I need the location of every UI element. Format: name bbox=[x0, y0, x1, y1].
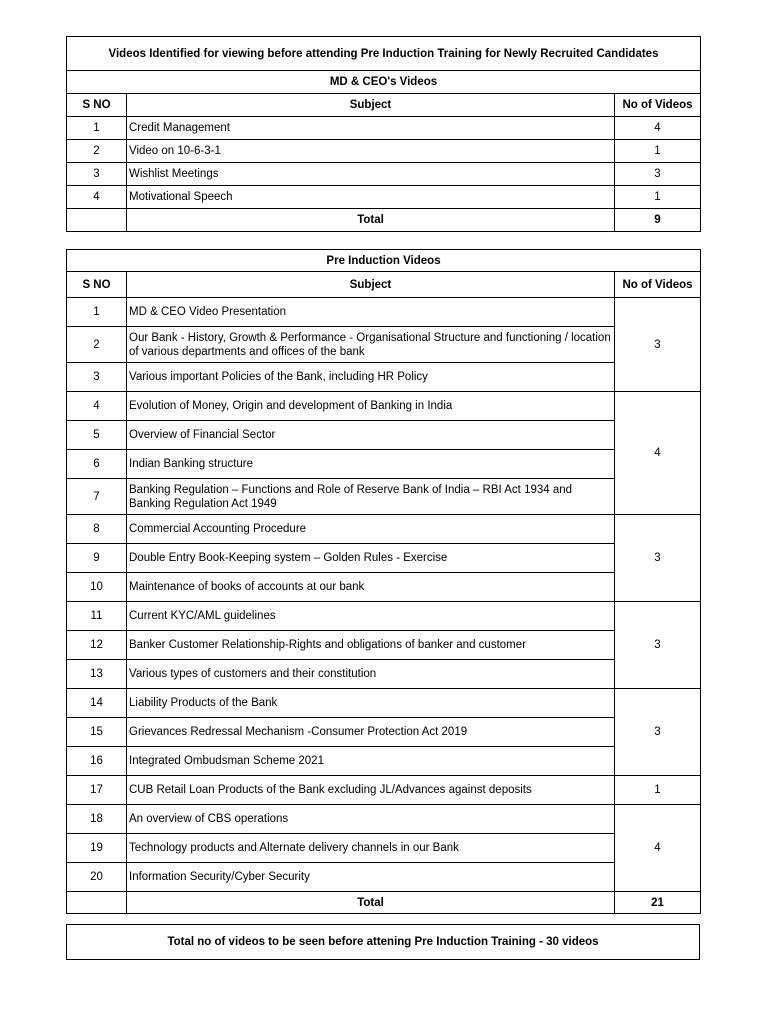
row-subject: Banker Customer Relationship-Rights and obligations of banker and customer bbox=[127, 631, 615, 660]
total-empty-cell bbox=[67, 892, 127, 914]
row-sno: 17 bbox=[67, 776, 127, 805]
row-subject: Motivational Speech bbox=[127, 186, 615, 209]
row-subject: Wishlist Meetings bbox=[127, 163, 615, 186]
row-count: 1 bbox=[615, 140, 701, 163]
table-row bbox=[67, 298, 701, 327]
row-subject: Indian Banking structure bbox=[127, 450, 615, 479]
group-count: 3 bbox=[615, 298, 701, 392]
row-sno: 3 bbox=[67, 163, 127, 186]
table-row bbox=[67, 186, 701, 209]
row-subject: Overview of Financial Sector bbox=[127, 421, 615, 450]
row-sno: 6 bbox=[67, 450, 127, 479]
row-subject: Banking Regulation – Functions and Role of Reserve Bank of India – RBI Act 1934 and Banking Regulation Act 1949 bbox=[127, 479, 615, 515]
total-summary-box bbox=[66, 924, 700, 960]
row-sno: 1 bbox=[67, 298, 127, 327]
row-sno: 2 bbox=[67, 140, 127, 163]
total-value: 9 bbox=[615, 209, 701, 232]
row-subject: Various important Policies of the Bank, including HR Policy bbox=[127, 363, 615, 392]
table-row bbox=[67, 602, 701, 631]
pre-induction-videos-table bbox=[66, 249, 701, 914]
row-sno: 11 bbox=[67, 602, 127, 631]
row-subject: CUB Retail Loan Products of the Bank excluding JL/Advances against deposits bbox=[127, 776, 615, 805]
row-sno: 4 bbox=[67, 186, 127, 209]
table-row bbox=[67, 479, 701, 515]
total-label: Total bbox=[127, 892, 615, 914]
row-sno: 13 bbox=[67, 660, 127, 689]
group-count: 4 bbox=[615, 392, 701, 515]
total-value: 21 bbox=[615, 892, 701, 914]
table-row bbox=[67, 163, 701, 186]
row-subject: Technology products and Alternate delivery channels in our Bank bbox=[127, 834, 615, 863]
header-count: No of Videos bbox=[615, 94, 701, 117]
row-count: 3 bbox=[615, 163, 701, 186]
row-sno: 5 bbox=[67, 421, 127, 450]
row-subject: MD & CEO Video Presentation bbox=[127, 298, 615, 327]
row-sno: 9 bbox=[67, 544, 127, 573]
table-row bbox=[67, 834, 701, 863]
row-sno: 3 bbox=[67, 363, 127, 392]
md-ceo-videos-table bbox=[66, 36, 701, 232]
row-sno: 14 bbox=[67, 689, 127, 718]
header-count: No of Videos bbox=[615, 272, 701, 298]
table-row bbox=[67, 140, 701, 163]
group-count: 4 bbox=[615, 805, 701, 892]
table-row bbox=[67, 327, 701, 363]
header-subject: Subject bbox=[127, 94, 615, 117]
group-count: 1 bbox=[615, 776, 701, 805]
row-subject: Integrated Ombudsman Scheme 2021 bbox=[127, 747, 615, 776]
group-count: 3 bbox=[615, 515, 701, 602]
row-subject: Double Entry Book-Keeping system – Golden Rules - Exercise bbox=[127, 544, 615, 573]
total-summary-text: Total no of videos to be seen before attening Pre Induction Training - 30 videos bbox=[167, 936, 599, 948]
table-row bbox=[67, 776, 701, 805]
table-row bbox=[67, 631, 701, 660]
row-sno: 4 bbox=[67, 392, 127, 421]
row-sno: 19 bbox=[67, 834, 127, 863]
row-subject: Evolution of Money, Origin and development of Banking in India bbox=[127, 392, 615, 421]
row-subject: Maintenance of books of accounts at our bank bbox=[127, 573, 615, 602]
table-row bbox=[67, 544, 701, 573]
table-row bbox=[67, 392, 701, 421]
row-subject: Current KYC/AML guidelines bbox=[127, 602, 615, 631]
table-row bbox=[67, 660, 701, 689]
row-count: 4 bbox=[615, 117, 701, 140]
row-subject: Commercial Accounting Procedure bbox=[127, 515, 615, 544]
table-row bbox=[67, 747, 701, 776]
table-row bbox=[67, 450, 701, 479]
table-row bbox=[67, 573, 701, 602]
header-subject: Subject bbox=[127, 272, 615, 298]
table-row bbox=[67, 363, 701, 392]
row-sno: 12 bbox=[67, 631, 127, 660]
row-subject: Various types of customers and their constitution bbox=[127, 660, 615, 689]
header-sno: S NO bbox=[67, 272, 127, 298]
table-row bbox=[67, 117, 701, 140]
row-sno: 20 bbox=[67, 863, 127, 892]
row-sno: 1 bbox=[67, 117, 127, 140]
table-row bbox=[67, 421, 701, 450]
table-subtitle: MD & CEO's Videos bbox=[67, 71, 701, 94]
row-sno: 7 bbox=[67, 479, 127, 515]
row-subject: Information Security/Cyber Security bbox=[127, 863, 615, 892]
row-subject: Liability Products of the Bank bbox=[127, 689, 615, 718]
row-sno: 10 bbox=[67, 573, 127, 602]
total-empty-cell bbox=[67, 209, 127, 232]
table-title: Videos Identified for viewing before attending Pre Induction Training for Newly Recruited Candidates bbox=[67, 37, 701, 71]
row-count: 1 bbox=[615, 186, 701, 209]
row-subject: Grievances Redressal Mechanism -Consumer Protection Act 2019 bbox=[127, 718, 615, 747]
row-sno: 8 bbox=[67, 515, 127, 544]
row-subject: Our Bank - History, Growth & Performance - Organisational Structure and functioning / location of various departments and offices of the bank bbox=[127, 327, 615, 363]
group-count: 3 bbox=[615, 602, 701, 689]
row-subject: Video on 10-6-3-1 bbox=[127, 140, 615, 163]
row-subject: An overview of CBS operations bbox=[127, 805, 615, 834]
row-sno: 16 bbox=[67, 747, 127, 776]
group-count: 3 bbox=[615, 689, 701, 776]
table-title: Pre Induction Videos bbox=[67, 250, 701, 272]
table-row bbox=[67, 689, 701, 718]
table-row bbox=[67, 515, 701, 544]
row-subject: Credit Management bbox=[127, 117, 615, 140]
table-row bbox=[67, 805, 701, 834]
table-row bbox=[67, 718, 701, 747]
table-row bbox=[67, 863, 701, 892]
total-label: Total bbox=[127, 209, 615, 232]
header-sno: S NO bbox=[67, 94, 127, 117]
row-sno: 15 bbox=[67, 718, 127, 747]
row-sno: 18 bbox=[67, 805, 127, 834]
row-sno: 2 bbox=[67, 327, 127, 363]
